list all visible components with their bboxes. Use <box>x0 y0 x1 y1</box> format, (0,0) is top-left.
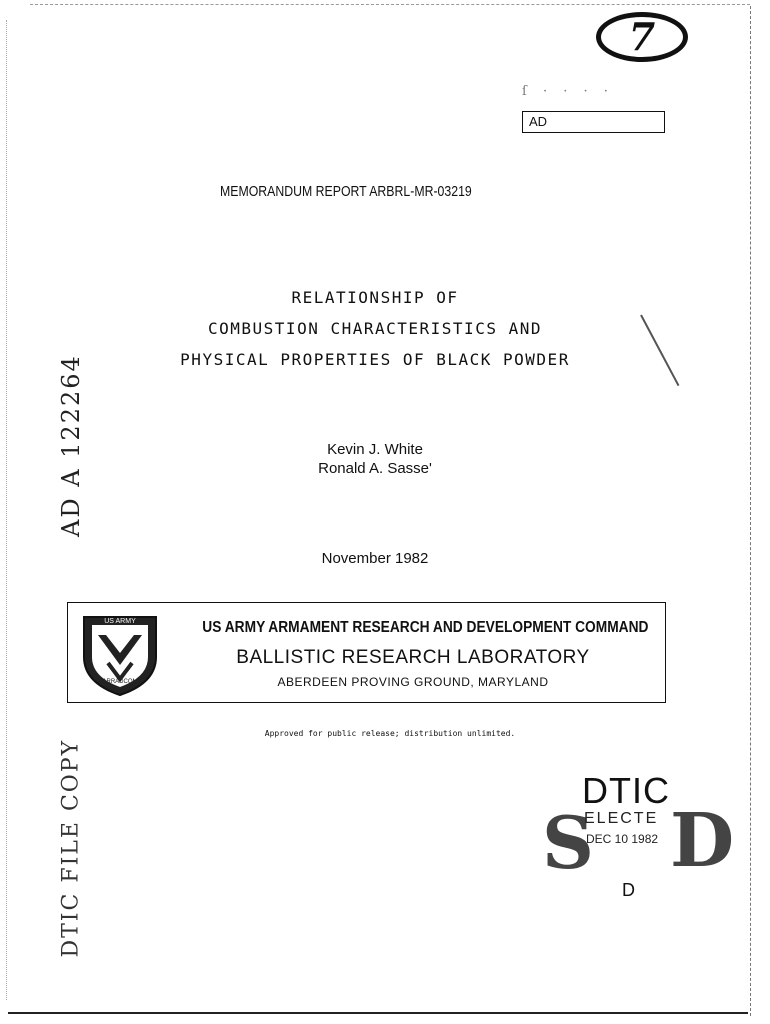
report-date: November 1982 <box>321 550 429 567</box>
command-box <box>67 602 666 703</box>
authors <box>260 440 490 478</box>
dtic-title: DTIC <box>582 770 670 811</box>
circled-copy-number: 7 <box>596 12 688 62</box>
ad-number-box: AD <box>522 111 665 133</box>
scan-edge-right <box>750 6 751 1016</box>
dtic-grade: D <box>622 880 635 900</box>
handwritten-marks: ſ · · · · <box>522 84 614 99</box>
title-line: COMBUSTION CHARACTERISTICS AND <box>208 319 542 338</box>
stamp-left-letter: S <box>542 800 594 885</box>
file-copy-stamp-vertical <box>56 738 86 960</box>
emblem-top-text: US ARMY <box>104 618 136 625</box>
laboratory-location: ABERDEEN PROVING GROUND, MARYLAND <box>277 675 549 689</box>
dtic-date: DEC 10 1982 <box>586 832 659 846</box>
us-army-arradcom-emblem-icon <box>78 609 162 697</box>
dtic-elect: ELECTE <box>584 810 659 827</box>
command-name: US ARMY ARMAMENT RESEARCH AND DEVELOPMENT COMMAND <box>202 619 649 636</box>
report-title <box>130 282 620 375</box>
author-name: Kevin J. White <box>327 441 423 458</box>
scan-edge-top <box>30 4 750 5</box>
title-line: RELATIONSHIP OF <box>291 288 459 307</box>
dtic-electe-stamp <box>540 770 735 920</box>
accession-number-vertical <box>56 318 86 538</box>
scan-edge-left <box>6 20 7 1000</box>
file-copy-stamp-text: DTIC FILE COPY <box>58 738 84 958</box>
title-line: PHYSICAL PROPERTIES OF BLACK POWDER <box>180 350 570 369</box>
author-name: Ronald A. Sasse' <box>318 460 432 477</box>
distribution-statement: Approved for public release; distribution unlimited. <box>264 729 516 738</box>
memorandum-report-number: MEMORANDUM REPORT ARBRL-MR-03219 <box>220 183 472 200</box>
emblem-bottom-text: ARRADCOM <box>102 679 138 685</box>
scan-slash-mark <box>640 315 679 387</box>
accession-number-text: AD A 122264 <box>57 354 85 537</box>
stamp-right-letter: D <box>670 798 735 884</box>
laboratory-name: BALLISTIC RESEARCH LABORATORY <box>236 647 590 668</box>
scan-edge-bottom <box>8 1012 748 1014</box>
